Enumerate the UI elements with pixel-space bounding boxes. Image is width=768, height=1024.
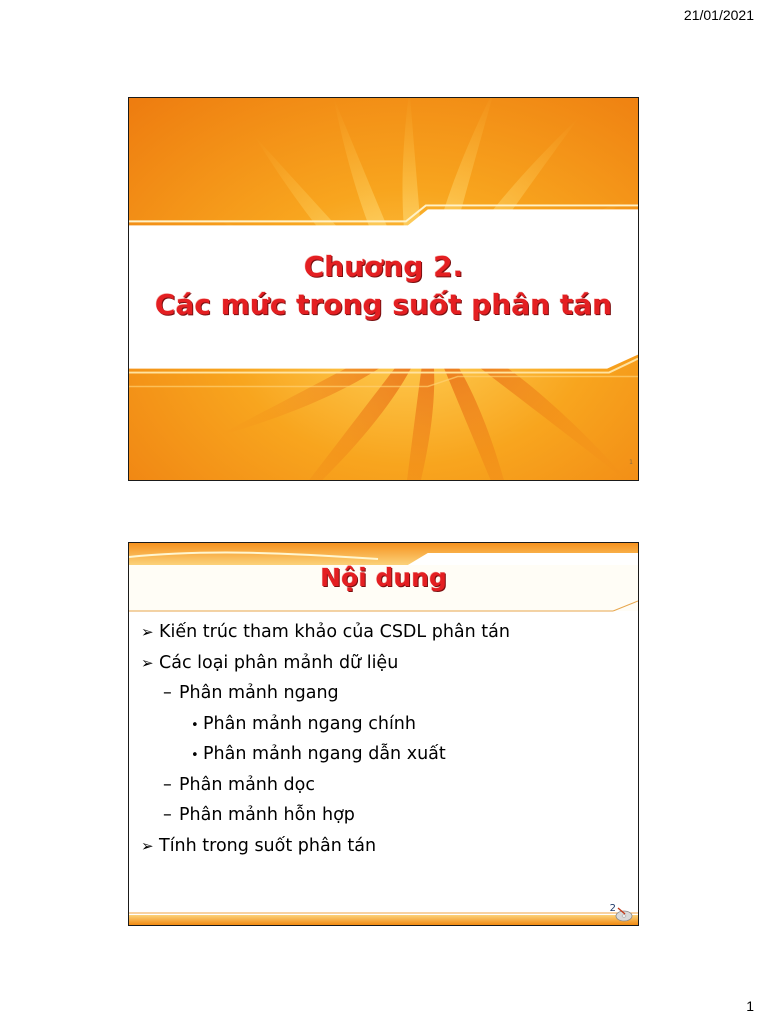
slide-number: 2 bbox=[609, 903, 616, 914]
title-line-2: Các mức trong suốt phân tán bbox=[154, 288, 613, 321]
cd-disc-icon bbox=[614, 905, 634, 923]
list-item: • Phân mảnh ngang dẫn xuất bbox=[141, 739, 628, 770]
dot-bullet: • bbox=[191, 748, 199, 763]
list-item: – Phân mảnh ngang bbox=[141, 678, 628, 709]
slide-2-contents bbox=[128, 542, 639, 926]
page-date: 21/01/2021 bbox=[683, 7, 754, 23]
list-item: ➢ Tính trong suốt phân tán bbox=[141, 831, 628, 862]
list-item: – Phân mảnh hỗn hợp bbox=[141, 800, 628, 831]
list-item: ➢ Kiến trúc tham khảo của CSDL phân tán bbox=[141, 617, 628, 648]
slide-heading: Nội dung bbox=[320, 563, 447, 592]
list-item: – Phân mảnh dọc bbox=[141, 770, 628, 801]
slide-1-title bbox=[128, 97, 639, 481]
dot-bullet: • bbox=[191, 717, 199, 733]
list-item: • Phân mảnh ngang chính bbox=[141, 709, 628, 740]
title-line-1: Chương 2. bbox=[303, 250, 464, 283]
arrow-bullet-icon: ➢ bbox=[141, 653, 154, 672]
dash-bullet: – bbox=[163, 683, 172, 703]
footer-band-decoration bbox=[129, 911, 638, 925]
list-item: ➢ Các loại phân mảnh dữ liệu bbox=[141, 648, 628, 679]
contents-list bbox=[141, 617, 628, 861]
dash-bullet: – bbox=[163, 774, 172, 795]
arrow-bullet-icon: ➢ bbox=[141, 836, 154, 855]
dash-bullet: – bbox=[163, 805, 172, 825]
arrow-bullet-icon: ➢ bbox=[141, 623, 154, 641]
slide-number: 1 bbox=[629, 459, 633, 466]
slide-title bbox=[129, 248, 638, 324]
page-number: 1 bbox=[746, 998, 754, 1014]
